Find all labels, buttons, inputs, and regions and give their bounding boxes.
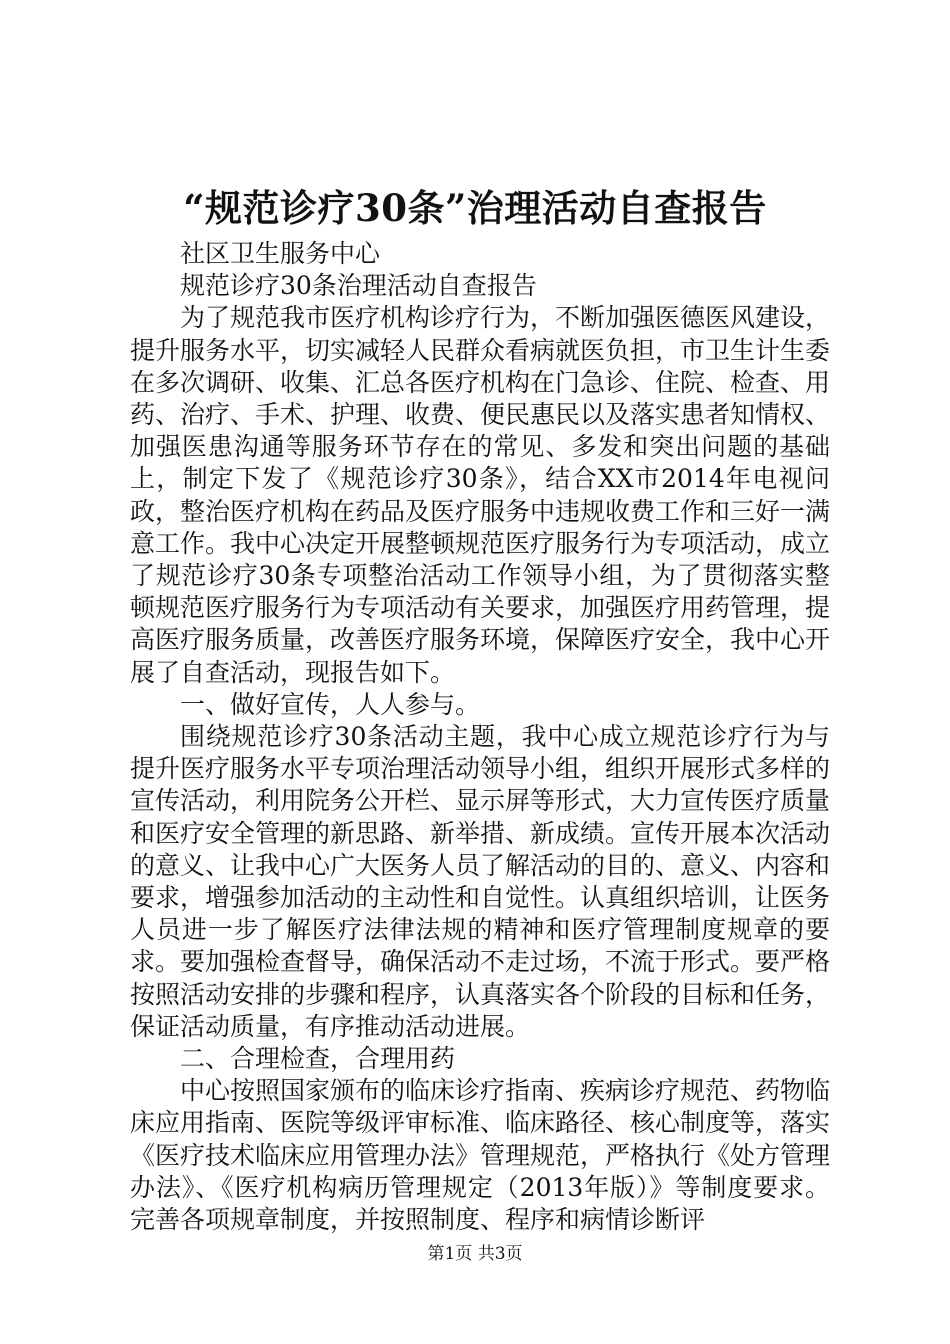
section-heading-2: 二、合理检查，合理用药 <box>180 1044 456 1074</box>
paragraph-section-1: 围绕规范诊疗30条活动主题，我中心成立规范诊疗行为与提升医疗服务水平专项治理活动领导小组，组织开展形式多样的宣传活动，利用院务公开栏、显示屏等形式，大力宣传医疗质量和医疗安全管理的新思路、新举措、新成绩。宣传开展本次活动的意义、让我中心广大医务人员了解活动的目的、意义、内容和要求，增强参加活动的主动性和自觉性。认真组织培训，让医务人员进一步了解医疗法律法规的精神和医疗管理制度规章的要求。要加强检查督导，确保活动不走过场，不流于形式。要严格按照活动安排的步骤和程序，认真落实各个阶段的目标和任务，保证活动质量，有序推动活动进展。 <box>130 722 831 1041</box>
section-heading-1: 一、做好宣传，人人参与。 <box>180 689 481 719</box>
paragraph-section-2: 中心按照国家颁布的临床诊疗指南、疾病诊疗规范、药物临床应用指南、医院等级评审标准、临床路径、核心制度等，落实《医疗技术临床应用管理办法》管理规范，严格执行《处方管理办法》、《医疗机构病历管理规定（2013年版）》等制度要求。完善各项规章制度，并按照制度、程序和病情诊断评 <box>130 1076 831 1235</box>
paragraph-intro: 为了规范我市医疗机构诊疗行为，不断加强医德医风建设，提升服务水平，切实减轻人民群众看病就医负担，市卫生计生委在多次调研、收集、汇总各医疗机构在门急诊、住院、检查、用药、治疗、手术、护理、收费、便民惠民以及落实患者知情权、加强医患沟通等服务环节存在的常见、多发和突出问题的基础上，制定下发了《规范诊疗30条》，结合XX市2014年电视问政，整治医疗机构在药品及医疗服务中违规收费工作和三好一满意工作。我中心决定开展整顿规范医疗服务行为专项活动，成立了规范诊疗30条专项整治活动工作领导小组，为了贯彻落实整顿规范医疗服务行为专项活动有关要求，加强医疗用药管理，提高医疗服务质量，改善医疗服务环境，保障医疗安全，我中心开展了自查活动，现报告如下。 <box>130 303 831 687</box>
document-title: “规范诊疗30条”治理活动自查报告 <box>183 186 767 230</box>
paragraph-organization: 社区卫生服务中心 <box>180 239 381 268</box>
paragraph-subtitle: 规范诊疗30条治理活动自查报告 <box>180 271 537 301</box>
page-footer: 第1页 共3页 <box>427 1244 523 1264</box>
document-body <box>130 238 830 1236</box>
